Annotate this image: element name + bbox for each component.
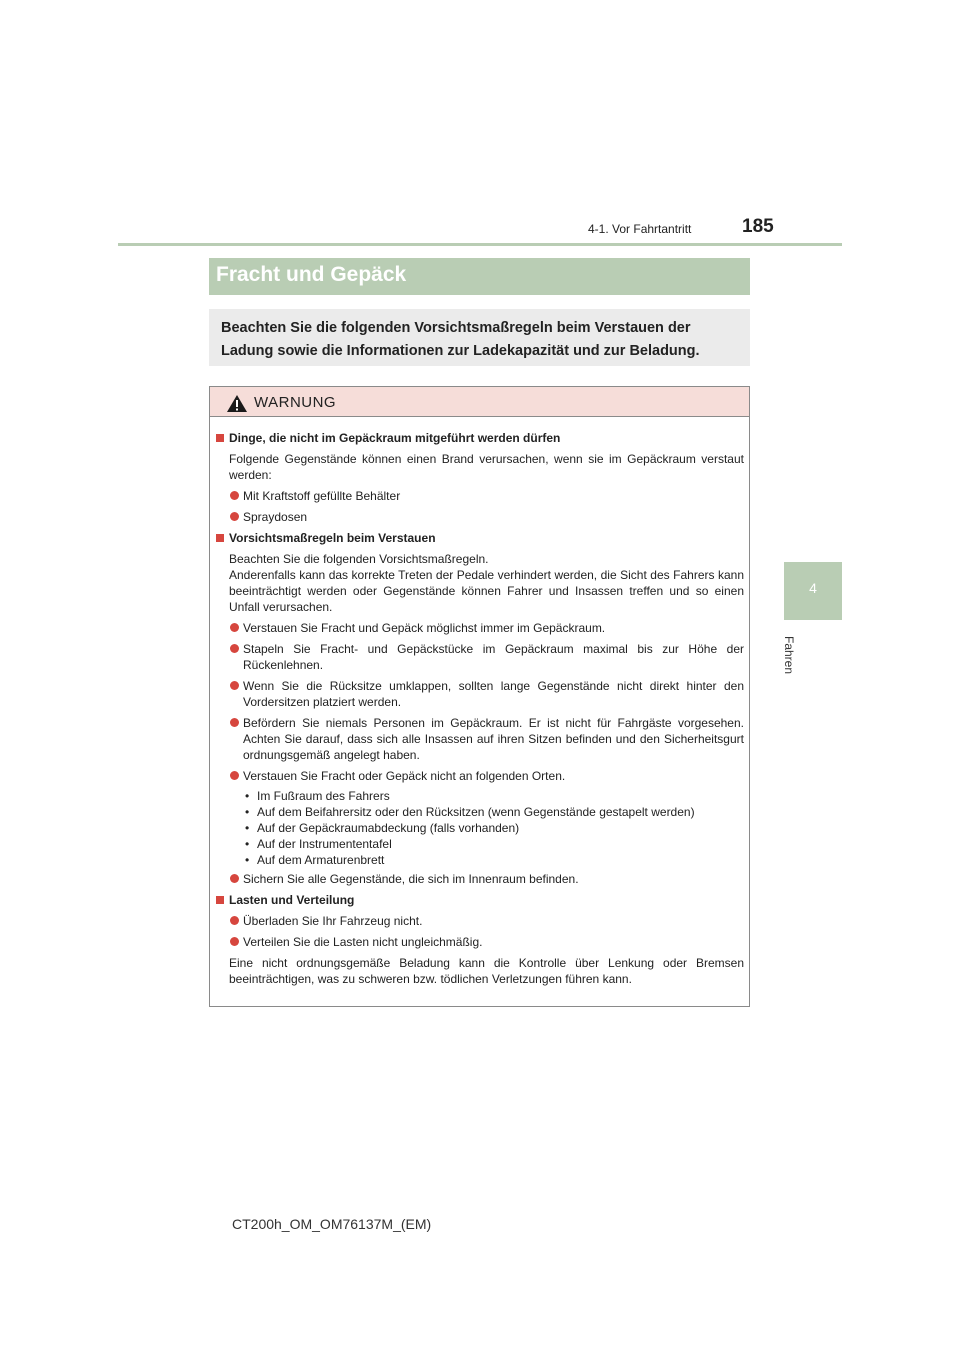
list-item: Verstauen Sie Fracht und Gepäck möglichst immer im Gepäckraum. <box>243 620 744 636</box>
sub-list-item: • Auf der Instrumententafel <box>245 837 392 851</box>
circle-bullet-icon <box>230 771 239 780</box>
section-heading: Vorsichtsmaßregeln beim Verstauen <box>216 530 744 546</box>
paragraph: Beachten Sie die folgenden Vorsichtsmaßregeln. <box>229 552 489 566</box>
section-heading: Dinge, die nicht im Gepäckraum mitgeführt werden dürfen <box>216 430 744 446</box>
header-rule <box>118 243 842 246</box>
document-code: CT200h_OM_OM76137M_(EM) <box>232 1216 432 1232</box>
paragraph: Anderenfalls kann das korrekte Treten der Pedale verhindert werden, die Sicht des Fahrers kann beeinträchtigt werden oder Gegenstände können Fahrer und Insassen treffen und so einen Unfall verursachen. <box>229 568 744 614</box>
section-heading: Lasten und Verteilung <box>216 892 744 908</box>
circle-bullet-icon <box>230 718 239 727</box>
circle-bullet-icon <box>230 491 239 500</box>
warning-header <box>210 387 749 417</box>
warning-title: WARNUNG <box>254 394 337 411</box>
list-item: Spraydosen <box>243 509 744 525</box>
paragraph: Folgende Gegenstände können einen Brand verursachen, wenn sie im Gepäckraum verstaut werden: <box>229 452 744 482</box>
list-item: Verteilen Sie die Lasten nicht ungleichmäßig. <box>243 934 744 950</box>
paragraph: Eine nicht ordnungsgemäße Beladung kann die Kontrolle über Lenkung oder Bremsen beeinträchtigen, was zu schweren bzw. tödlichen Verletzungen führen kann. <box>229 956 744 986</box>
circle-bullet-icon <box>230 512 239 521</box>
section-title: 4-1. Vor Fahrtantritt <box>588 222 692 236</box>
circle-bullet-icon <box>230 874 239 883</box>
circle-bullet-icon <box>230 916 239 925</box>
intro-box <box>209 309 750 366</box>
warning-box <box>209 386 750 1007</box>
list-item: Überladen Sie Ihr Fahrzeug nicht. <box>243 913 744 929</box>
circle-bullet-icon <box>230 623 239 632</box>
chapter-tab <box>784 562 842 620</box>
chapter-number: 4 <box>809 580 817 596</box>
title-bar <box>209 258 750 295</box>
sub-list-item: • Auf der Gepäckraumabdeckung (falls vorhanden) <box>245 821 520 835</box>
sub-list-item: • Auf dem Beifahrersitz oder den Rücksitzen (wenn Gegenstände gestapelt werden) <box>245 805 695 819</box>
list-item: Wenn Sie die Rücksitze umklappen, sollten lange Gegenstände nicht direkt hinter den Vordersitzen platziert werden. <box>243 678 744 710</box>
sub-list-item: • Im Fußraum des Fahrers <box>245 789 390 803</box>
list-item: Mit Kraftstoff gefüllte Behälter <box>243 488 744 504</box>
page-title: Fracht und Gepäck <box>216 263 407 286</box>
circle-bullet-icon <box>230 644 239 653</box>
warning-triangle-icon <box>227 395 247 412</box>
list-item: Befördern Sie niemals Personen im Gepäckraum. Er ist nicht für Fahrgäste vorgesehen. Achten Sie darauf, dass sich alle Insassen auf ihren Sitzen befinden und den Sicherheitsgurt ordnungsgemäß angelegt haben. <box>243 715 744 763</box>
circle-bullet-icon <box>230 681 239 690</box>
page-number: 185 <box>742 216 774 237</box>
list-item: Verstauen Sie Fracht oder Gepäck nicht an folgenden Orten. <box>243 768 744 784</box>
square-bullet-icon <box>216 534 224 542</box>
list-item: Sichern Sie alle Gegenstände, die sich im Innenraum befinden. <box>243 871 744 887</box>
location-list <box>216 788 744 868</box>
square-bullet-icon <box>216 896 224 904</box>
circle-bullet-icon <box>230 937 239 946</box>
list-item: Stapeln Sie Fracht- und Gepäckstücke im Gepäckraum maximal bis zur Höhe der Rückenlehnen. <box>243 641 744 673</box>
intro-text: Beachten Sie die folgenden Vorsichtsmaßregeln beim Verstauen der Ladung sowie die Informationen zur Ladekapazität und zur Beladung. <box>221 320 700 359</box>
warning-body <box>216 430 744 992</box>
square-bullet-icon <box>216 434 224 442</box>
chapter-label: Fahren <box>782 636 796 675</box>
sub-list-item: • Auf dem Armaturenbrett <box>245 853 385 867</box>
